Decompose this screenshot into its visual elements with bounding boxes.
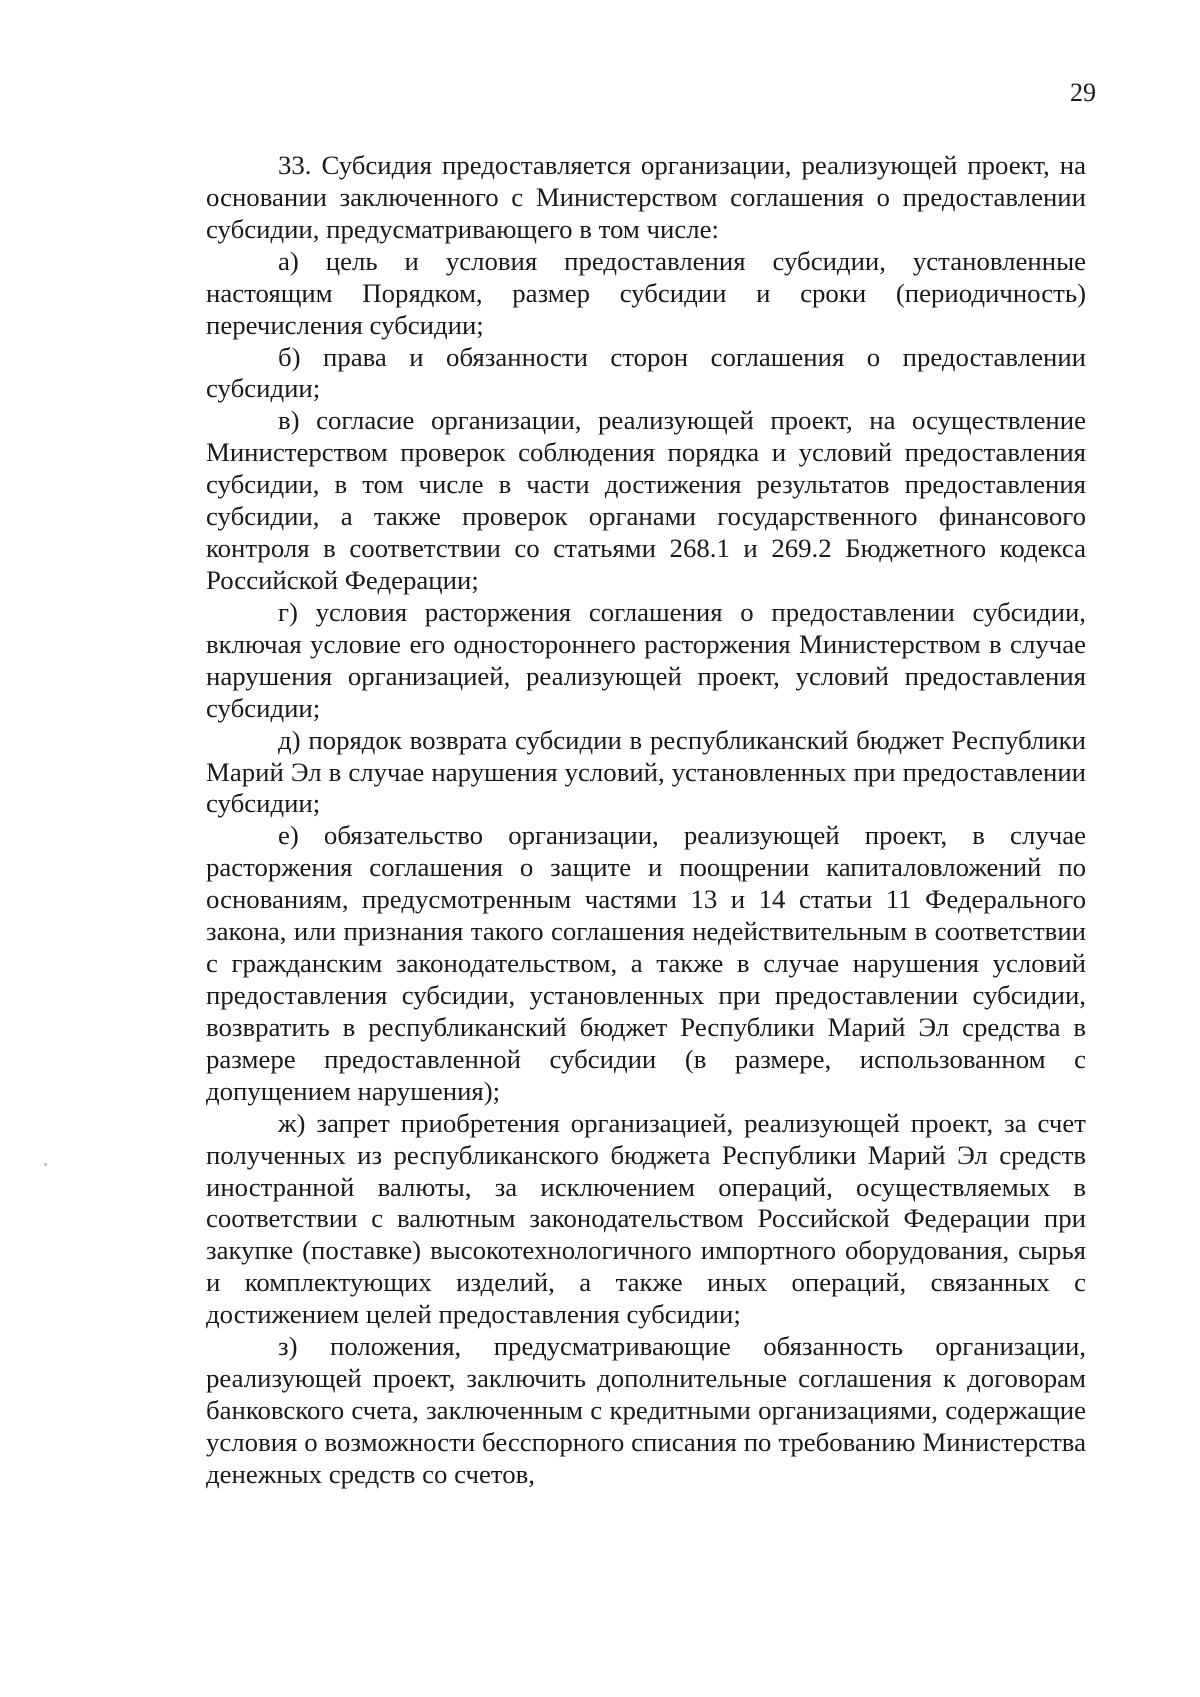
paragraph-item-e: е) обязательство организации, реализующей проект, в случае расторжения соглашения о защите и поощрении капиталовложений по основаниям, предусмотренным частями 13 и 14 статьи 11 Федерального закона, или признания такого соглашения недействительным в соответствии с гражданским законодательством, а также в случае нарушения условий предоставления субсидии, установленных при предоставлении субсидии, возвратить в республиканский бюджет Республики Марий Эл средства в размере предоставленной субсидии (в размере, использованном с допущением нарушения); <box>206 820 1086 1106</box>
paragraph-item-b: б) права и обязанности сторон соглашения о предоставлении субсидии; <box>206 341 1086 404</box>
page-number: 29 <box>1070 78 1096 107</box>
paragraph-item-z: з) положения, предусматривающие обязанность организации, реализующей проект, заключить дополнительные соглашения к договорам банковского счета, заключенным с кредитными организациями, содержащие условия о возможности бесспорного списания по требованию Министерства денежных средств со счетов, <box>206 1331 1086 1489</box>
paragraph-33: 33. Субсидия предоставляется организации, реализующей проект, на основании заключенного с Министерством соглашения о предоставлении субсидии, предусматривающего в том числе: <box>206 150 1086 244</box>
paragraph-item-g: г) условия расторжения соглашения о предоставлении субсидии, включая условие его одностороннего расторжения Министерством в случае нарушения организацией, реализующей проект, условий предоставления субсидии; <box>206 596 1086 723</box>
paragraph-item-v: в) согласие организации, реализующей проект, на осуществление Министерством проверок соблюдения порядка и условий предоставления субсидии, в том числе в части достижения результатов предоставления субсидии, а также проверок органами государственного финансового контроля в соответствии со статьями 268.1 и 269.2 Бюджетного кодекса Российской Федерации; <box>206 405 1086 595</box>
document-body <box>206 150 1086 1491</box>
paragraph-item-a: а) цель и условия предоставления субсидии, установленные настоящим Порядком, размер субсидии и сроки (периодичность) перечисления субсидии; <box>206 245 1086 340</box>
paragraph-item-d: д) порядок возврата субсидии в республиканский бюджет Республики Марий Эл в случае нарушения условий, установленных при предоставлении субсидии; <box>206 724 1086 819</box>
paragraph-item-zh: ж) запрет приобретения организацией, реализующей проект, за счет полученных из республиканского бюджета Республики Марий Эл средств иностранной валюты, за исключением операций, осуществляемых в соответствии с валютным законодательством Российской Федерации при закупке (поставке) высокотехнологичного импортного оборудования, сырья и комплектующих изделий, а также иных операций, связанных с достижением целей предоставления субсидии; <box>206 1107 1086 1330</box>
scan-speck <box>44 1163 47 1166</box>
